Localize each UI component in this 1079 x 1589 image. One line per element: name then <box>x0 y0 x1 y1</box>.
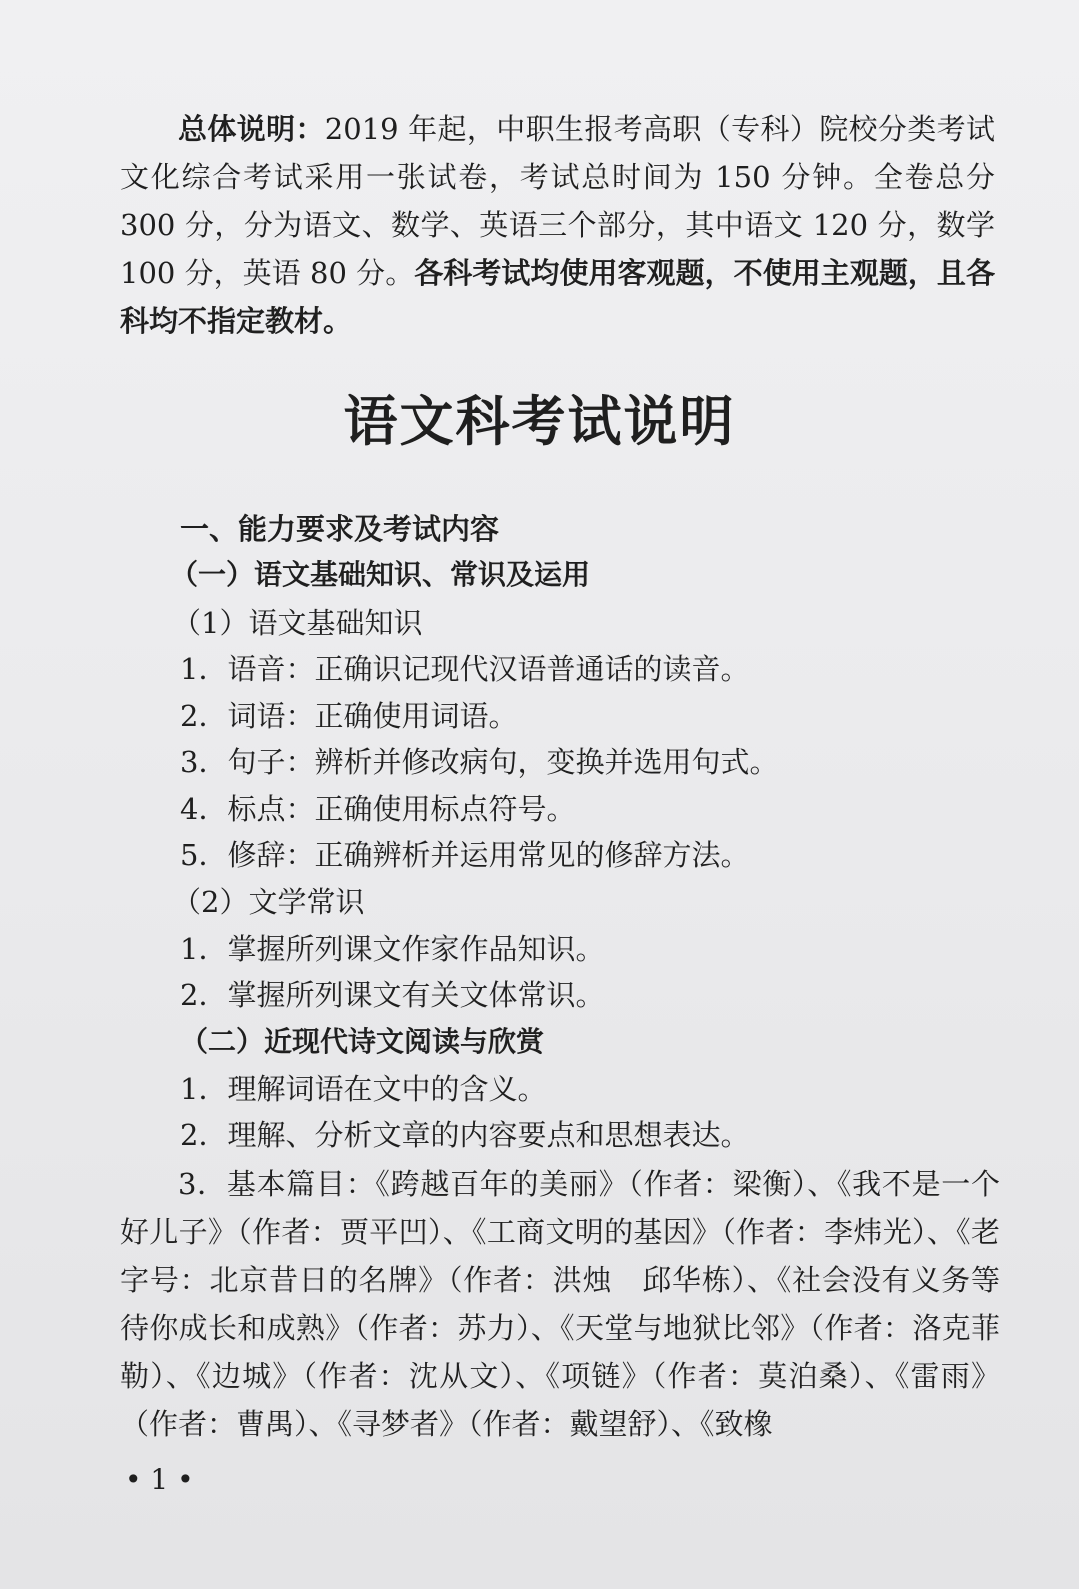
page-title: 语文科考试说明 <box>343 390 736 453</box>
section-heading-1: 一、能力要求及考试内容 <box>180 512 500 546</box>
list-item: 2．掌握所列课文有关文体常识。 <box>180 978 605 1012</box>
list-item: 5．修辞：正确辨析并运用常见的修辞方法。 <box>180 838 750 872</box>
list-item: 1．掌握所列课文作家作品知识。 <box>180 932 605 966</box>
subsubsection-heading-1: （1）语文基础知识 <box>172 606 423 640</box>
list-item: 3．句子：辨析并修改病句，变换并选用句式。 <box>180 745 779 779</box>
general-description-body: 2019 年起，中职生报考高职（专科）院校分类考试文化综合考试采用一张试卷，考试总时间为 150 分钟。全卷总分 300 分，分为语文、数学、英语三个部分，其中语文 120 分，数学 100 分，英语 80 分。 <box>120 112 995 290</box>
list-item: 2．理解、分析文章的内容要点和思想表达。 <box>180 1118 750 1152</box>
list-item: 4．标点：正确使用标点符号。 <box>180 792 576 826</box>
list-item: 2．词语：正确使用词语。 <box>180 699 518 733</box>
general-description <box>120 105 995 345</box>
subsubsection-heading-2: （2）文学常识 <box>172 885 365 919</box>
list-item: 1．理解词语在文中的含义。 <box>180 1072 547 1106</box>
general-description-emphasis: 各科考试均使用客观题，不使用主观题，且各科均不指定教材。 <box>120 256 995 338</box>
list-item: 1．语音：正确识记现代汉语普通话的读音。 <box>180 652 750 686</box>
basic-texts-paragraph: 3．基本篇目：《跨越百年的美丽》（作者：梁衡）、《我不是一个好儿子》（作者：贾平凹）、《工商文明的基因》（作者：李炜光）、《老字号：北京昔日的名牌》（作者：洪烛 邱华栋）、《社会没有义务等待你成长和成熟》（作者：苏力）、《天堂与地狱比邻》（作者：洛克菲勒）、《边城》（作者：沈从文）、《项链》（作者：莫泊桑）、《雷雨》（作者：曹禺）、《寻梦者》（作者：戴望舒）、《致橡 <box>120 1167 1000 1441</box>
page-number: • 1 • <box>125 1463 194 1496</box>
subsection-heading-2: （二）近现代诗文阅读与欣赏 <box>180 1025 545 1058</box>
general-description-lead: 总体说明： <box>178 112 325 146</box>
subsection-heading-1: （一）语文基础知识、常识及运用 <box>170 558 591 591</box>
